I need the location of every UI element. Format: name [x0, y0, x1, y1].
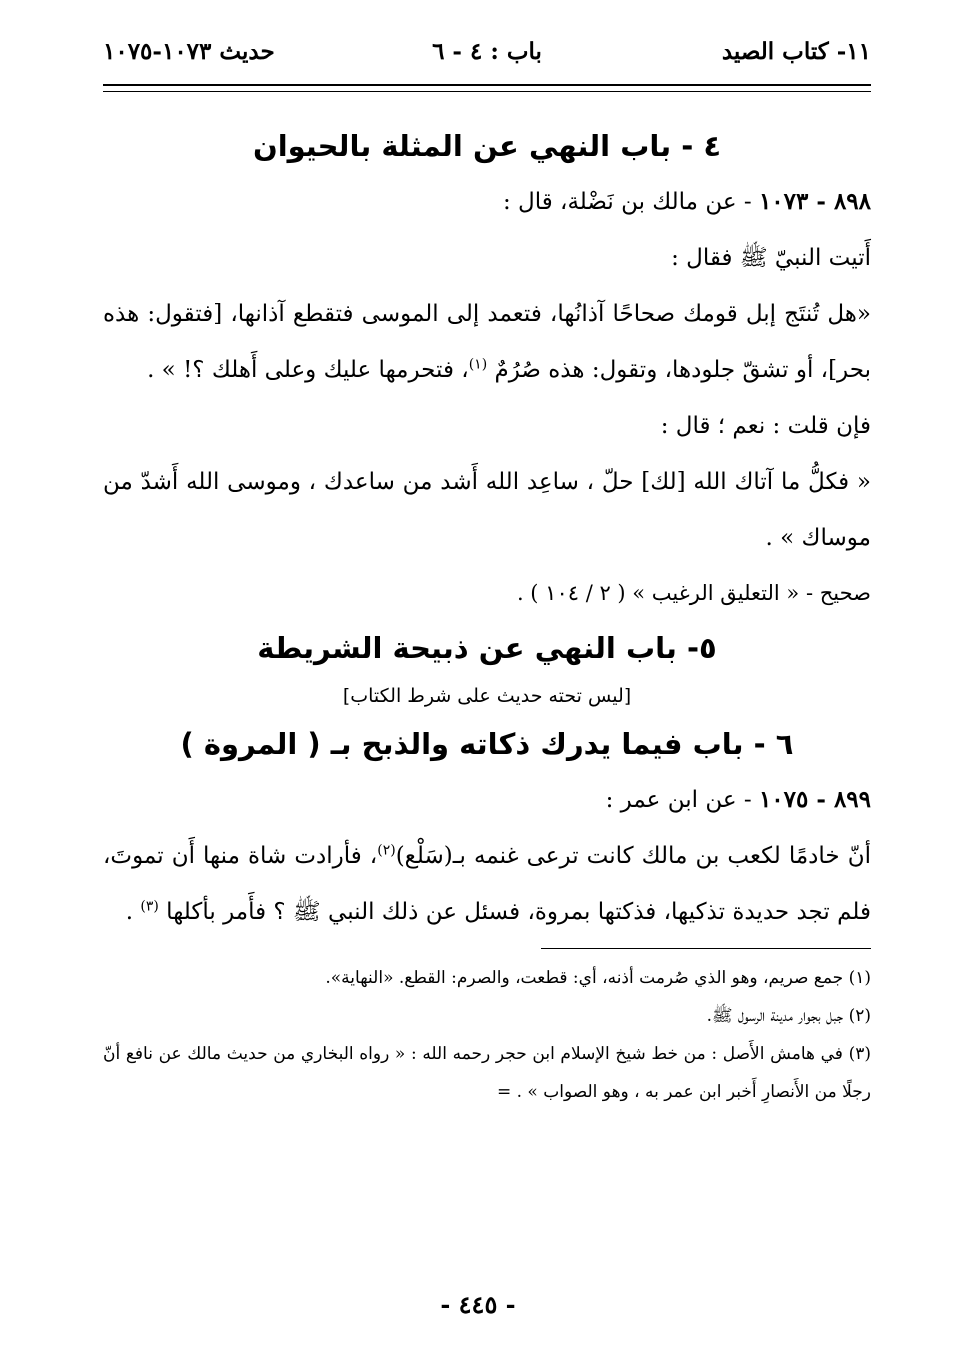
hadith-899-number: ٨٩٩ - ١٠٧٥ [758, 786, 871, 813]
footnote-ref-2: (٢) [377, 842, 396, 859]
hadith-899-text [103, 828, 871, 940]
footnote-2: (٢) جبل بجوار مدينة الرسول ﷺ. [706, 1006, 871, 1026]
quote1-end: ، فتحرمها عليك وعلى أَهلك ؟! » . [147, 357, 469, 383]
page-number: - ٤٤٥ - [440, 1290, 516, 1319]
header-hadith-range: حديث ١٠٧٣-١٠٧٥ [103, 38, 275, 65]
chapter-5-note: [ليس تحته حديث على شرط الكتاب] [342, 685, 632, 707]
hadith-898-quote2: « فكلُّ ما آتاك الله [لك] حلّ ، ساعِد الله أَشد من ساعدك ، وموسى الله أَشدّ من موساك » . [103, 469, 871, 551]
hadith-899-text-c: . [125, 899, 141, 925]
footnote-separator [541, 948, 871, 949]
hadith-899-text-b: ، فأرادت شاة منها أَن تموتَ، فلم تجد حديدة تذكيها، فذكتها بمروة، فسئل عن ذلك النبي ﷺ ؟ فأَمر بأكلها [103, 843, 871, 925]
header-book-title: ١١- كتاب الصيد [721, 38, 871, 65]
hadith-898-number: ٨٩٨ - ١٠٧٣ [758, 188, 871, 215]
header-rule-thick [103, 84, 871, 86]
footnote-ref-1: (١) [468, 356, 488, 373]
hadith-899-narrator: - عن ابن عمر : [605, 787, 759, 813]
hadith-898-line1: أَتيت النبيّ ﷺ فقال : [671, 245, 871, 271]
footnote-continuation-mark: = [496, 1082, 512, 1102]
chapter-5-title: ٥- باب النهي عن ذبيحة الشريطة [257, 631, 717, 665]
hadith-898-grade: صحيح - « التعليق الرغيب » ( ٢ / ١٠٤ ) . [516, 581, 871, 605]
quote1-text: «هل تُنتَج إبل قومك صحاحًا آذانُها، فتعمد إلى الموسى فتقطع آذانها، [فتقول: هذه بحر]، أو تشقّ جلودها، وتقول: هذه صُرُمٌ [103, 301, 871, 383]
chapter-4-title: ٤ - باب النهي عن المثلة بالحيوان [252, 129, 722, 163]
header-chapter-range: باب : ٤ - ٦ [432, 38, 542, 65]
page-body [103, 118, 871, 1111]
running-header [103, 38, 871, 78]
footnote-ref-3: (٣) [140, 898, 159, 915]
hadith-898-quote1 [103, 286, 871, 398]
footnote-1: (١) جمع صريم، وهو الذي صُرمت أذنه، أي: قطعت، والصرم: القطع. «النهاية». [325, 968, 871, 988]
hadith-899-isnad [103, 772, 871, 828]
hadith-898-isnad [103, 174, 871, 230]
footnote-3-text: (٣) في هامش الأَصل : من خط شيخ الإسلام ابن حجر رحمه الله : « رواه البخاري من حديث مالك عن نافع أنّ رجلًا من الأَنصارِ أَخبر ابن عمر به ، وهو الصواب » . [103, 1044, 871, 1102]
footnote-3 [103, 1035, 871, 1111]
header-rule-thin [103, 91, 871, 92]
chapter-6-title: ٦ - باب فيما يدرك ذكاته والذبح بـ ( المروة ) [180, 727, 794, 761]
hadith-898-line2: فإن قلت : نعم ؛ قال : [660, 413, 871, 439]
hadith-899-text-a: أنّ خادمًا لكعب بن مالك كانت ترعى غنمه بـ(سَلْع) [395, 843, 871, 869]
hadith-898-narrator: - عن مالك بن نَضْلة، قال : [502, 189, 759, 215]
